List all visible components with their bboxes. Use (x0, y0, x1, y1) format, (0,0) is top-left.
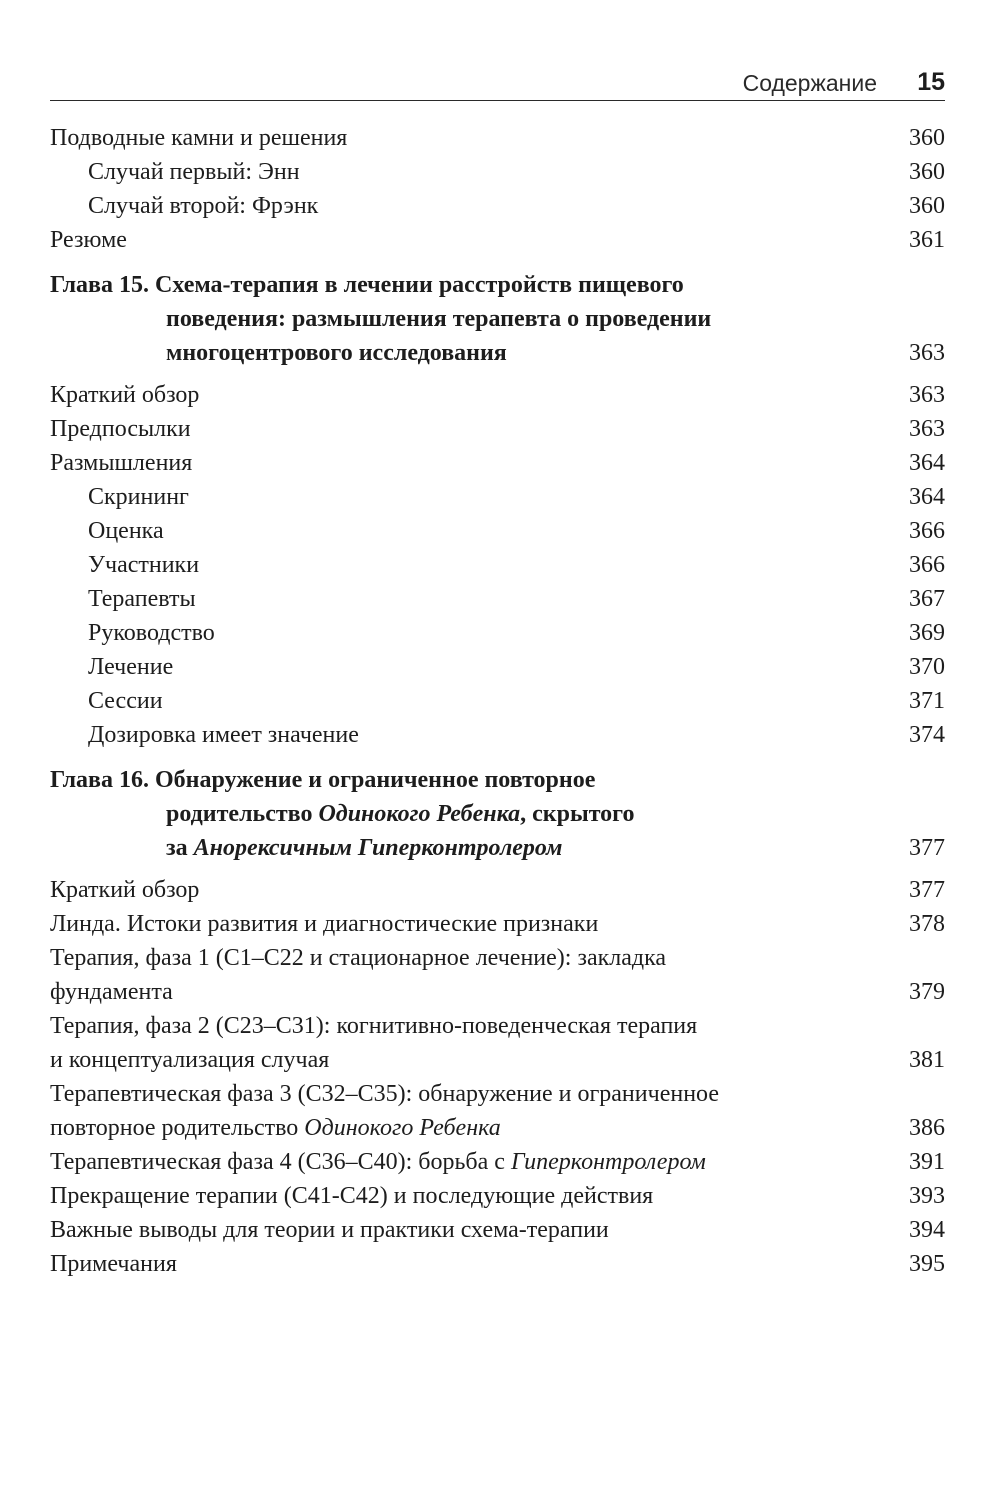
toc-entry-page: 374 (909, 722, 945, 748)
toc-entry-label: Примечания (50, 1251, 177, 1277)
toc-entry-italic: Одинокого Ребенка (304, 1115, 501, 1141)
toc-entry-label: Размышления (50, 450, 193, 476)
toc-entry[interactable] (50, 514, 945, 548)
chapter-15-heading[interactable] (50, 268, 945, 370)
toc-entry[interactable] (50, 907, 945, 941)
chapter-title-line: Глава 16. Обнаружение и ограниченное повторное (50, 767, 596, 793)
chapter-page: 377 (909, 835, 945, 861)
toc-entry-page: 381 (909, 1047, 945, 1073)
toc-entry-label: Терапевты (88, 586, 196, 612)
toc-entry[interactable] (50, 650, 945, 684)
toc-entry-label: Скрининг (88, 484, 189, 510)
toc-entry-line (50, 1111, 945, 1145)
toc-entry[interactable] (50, 378, 945, 412)
chapter-title-text: , скрытого (520, 801, 635, 827)
chapter-title-italic: Анорексичным Гиперконтролером (193, 835, 563, 861)
chapter-title-line (50, 797, 945, 831)
toc-entry-line (50, 1145, 945, 1179)
toc-entry-label: Случай первый: Энн (88, 159, 300, 185)
toc-entry-page: 363 (909, 416, 945, 442)
toc-entry-page: 394 (909, 1217, 945, 1243)
chapter-title-text: за (166, 835, 194, 861)
chapter-title-line (50, 831, 945, 865)
toc-entry[interactable] (50, 223, 945, 257)
chapter-title-line: Глава 15. Схема-терапия в лечении расстройств пищевого (50, 272, 684, 298)
toc-entry-page: 378 (909, 911, 945, 937)
toc-entry-page: 395 (909, 1251, 945, 1277)
toc-entry-page: 364 (909, 450, 945, 476)
running-header-title: Содержание (742, 70, 877, 96)
toc-entry[interactable] (50, 616, 945, 650)
toc-entry-text: повторное родительство (50, 1115, 305, 1141)
toc-entry[interactable] (50, 155, 945, 189)
toc-entry-label: Руководство (88, 620, 215, 646)
chapter-16-heading[interactable] (50, 763, 945, 865)
chapter-title-line: поведения: размышления терапевта о проведении (166, 306, 712, 332)
running-header (50, 66, 945, 101)
running-header-page-number: 15 (917, 68, 945, 96)
toc-entry-label: Краткий обзор (50, 382, 200, 408)
toc-entry-multiline[interactable] (50, 941, 945, 1009)
chapter-title-line (50, 336, 945, 370)
toc-entry-text: Терапевтическая фаза 4 (С36–С40): борьба с (50, 1149, 511, 1175)
toc-entry-label: Прекращение терапии (С41-С42) и последующие действия (50, 1183, 654, 1209)
toc-entry[interactable] (50, 548, 945, 582)
toc-entry-italic: Гиперконтролером (510, 1149, 706, 1175)
toc-entry-page: 370 (909, 654, 945, 680)
toc-entry-page: 366 (909, 518, 945, 544)
toc-entry[interactable] (50, 480, 945, 514)
toc-entry-page: 393 (909, 1183, 945, 1209)
toc-entry-label: Участники (88, 552, 200, 578)
toc-entry-label: Важные выводы для теории и практики схема-терапии (50, 1217, 609, 1243)
toc-entry-page: 367 (909, 586, 945, 612)
toc-entry[interactable] (50, 684, 945, 718)
table-of-contents (50, 121, 945, 1281)
toc-entry-multiline[interactable] (50, 1145, 945, 1179)
toc-entry-label: Резюме (50, 227, 127, 253)
toc-entry-page: 377 (909, 877, 945, 903)
toc-entry-page: 360 (909, 159, 945, 185)
chapter-page: 363 (909, 340, 945, 366)
chapter-title-text: родительство (166, 801, 319, 827)
toc-entry-line: Терапия, фаза 2 (С23–С31): когнитивно-поведенческая терапия (50, 1013, 698, 1039)
toc-entry-page: 379 (909, 979, 945, 1005)
toc-entry-line: Терапевтическая фаза 3 (С32–С35): обнаружение и ограниченное (50, 1081, 719, 1107)
toc-entry-label: Оценка (88, 518, 164, 544)
toc-entry[interactable] (50, 1247, 945, 1281)
toc-entry[interactable] (50, 718, 945, 752)
toc-entry-page: 360 (909, 125, 945, 151)
toc-entry-page: 369 (909, 620, 945, 646)
toc-entry[interactable] (50, 1213, 945, 1247)
toc-entry-label: Краткий обзор (50, 877, 200, 903)
toc-entry-page: 386 (909, 1115, 945, 1141)
toc-entry-label: Предпосылки (50, 416, 191, 442)
toc-entry-page: 371 (909, 688, 945, 714)
toc-entry-page: 364 (909, 484, 945, 510)
toc-entry-label: Дозировка имеет значение (88, 722, 359, 748)
toc-entry-multiline[interactable] (50, 1077, 945, 1145)
toc-entry[interactable] (50, 446, 945, 480)
toc-entry[interactable] (50, 873, 945, 907)
toc-entry[interactable] (50, 582, 945, 616)
toc-entry-label: Случай второй: Фрэнк (88, 193, 319, 219)
toc-entry-line: фундамента (50, 979, 173, 1005)
toc-entry[interactable] (50, 189, 945, 223)
toc-entry-page: 361 (909, 227, 945, 253)
toc-entry-label: Подводные камни и решения (50, 125, 348, 151)
toc-entry-page: 360 (909, 193, 945, 219)
toc-entry-label: Сессии (88, 688, 163, 714)
toc-entry-line: Терапия, фаза 1 (С1–С22 и стационарное лечение): закладка (50, 945, 667, 971)
chapter-title-italic: Одинокого Ребенка (318, 801, 521, 827)
toc-entry-page: 363 (909, 382, 945, 408)
toc-entry-page: 391 (909, 1149, 945, 1175)
toc-entry-label: Лечение (88, 654, 174, 680)
toc-entry-line: и концептуализация случая (50, 1047, 330, 1073)
toc-entry-label: Линда. Истоки развития и диагностические признаки (50, 911, 599, 937)
toc-entry[interactable] (50, 412, 945, 446)
toc-entry[interactable] (50, 121, 945, 155)
toc-entry[interactable] (50, 1179, 945, 1213)
toc-entry-multiline[interactable] (50, 1009, 945, 1077)
chapter-title-text: многоцентрового исследования (166, 340, 507, 366)
toc-entry-page: 366 (909, 552, 945, 578)
